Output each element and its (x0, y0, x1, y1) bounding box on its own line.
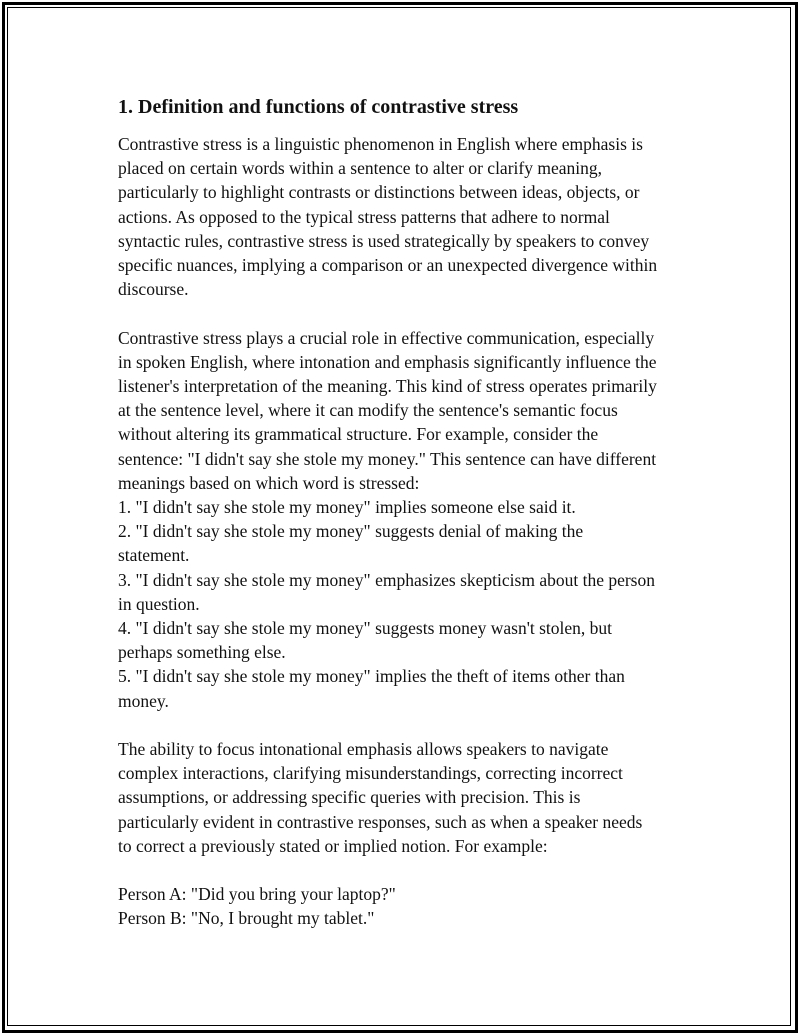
text-line: particularly evident in contrastive responses, such as when a speaker needs (118, 811, 643, 832)
text-line: actions. As opposed to the typical stress patterns that adhere to normal (118, 206, 610, 227)
dialogue-line-person-b: Person B: "No, I brought my tablet." (118, 908, 375, 929)
text-line: complex interactions, clarifying misunderstandings, correcting incorrect (118, 763, 623, 784)
paragraph-definition (118, 132, 698, 301)
list-item-continuation: money. (118, 690, 169, 711)
list-item-continuation: statement. (118, 545, 190, 566)
text-line: at the sentence level, where it can modify the sentence's semantic focus (118, 400, 618, 421)
paragraph-role (118, 326, 698, 713)
text-line: The ability to focus intonational emphasis allows speakers to navigate (118, 739, 609, 760)
text-line: listener's interpretation of the meaning. This kind of stress operates primarily (118, 376, 657, 397)
text-line: specific nuances, implying a comparison or an unexpected divergence within (118, 255, 658, 276)
text-line: particularly to highlight contrasts or distinctions between ideas, objects, or (118, 182, 640, 203)
text-line: Contrastive stress plays a crucial role in effective communication, especially (118, 327, 655, 348)
document-body (118, 92, 698, 931)
dialogue-line-person-a: Person A: "Did you bring your laptop?" (118, 884, 396, 905)
paragraph-gap (118, 301, 698, 325)
list-item-continuation: in question. (118, 593, 200, 614)
text-line: meanings based on which word is stressed: (118, 472, 420, 493)
text-line: discourse. (118, 279, 189, 300)
text-line: placed on certain words within a sentence to alter or clarify meaning, (118, 158, 602, 179)
list-item-continuation: perhaps something else. (118, 642, 286, 663)
text-line: in spoken English, where intonation and emphasis significantly influence the (118, 351, 657, 372)
text-line: without altering its grammatical structure. For example, consider the (118, 424, 599, 445)
paragraph-gap (118, 858, 698, 882)
list-item: 3. "I didn't say she stole my money" emphasizes skepticism about the person (118, 569, 655, 590)
paragraph-gap (118, 713, 698, 737)
text-line: Contrastive stress is a linguistic phenomenon in English where emphasis is (118, 134, 643, 154)
list-item: 4. "I didn't say she stole my money" suggests money wasn't stolen, but (118, 618, 613, 639)
paragraph-ability (118, 737, 698, 858)
text-line: syntactic rules, contrastive stress is used strategically by speakers to convey (118, 230, 650, 251)
list-item: 5. "I didn't say she stole my money" implies the theft of items other than (118, 666, 625, 687)
dialogue-example (118, 882, 698, 930)
section-heading: 1. Definition and functions of contrastive stress (118, 96, 519, 118)
list-item: 1. "I didn't say she stole my money" implies someone else said it. (118, 497, 576, 518)
list-item: 2. "I didn't say she stole my money" suggests denial of making the (118, 521, 584, 542)
text-line: sentence: "I didn't say she stole my money." This sentence can have different (118, 448, 657, 469)
text-line: assumptions, or addressing specific queries with precision. This is (118, 787, 581, 808)
text-line: to correct a previously stated or implied notion. For example: (118, 835, 548, 856)
